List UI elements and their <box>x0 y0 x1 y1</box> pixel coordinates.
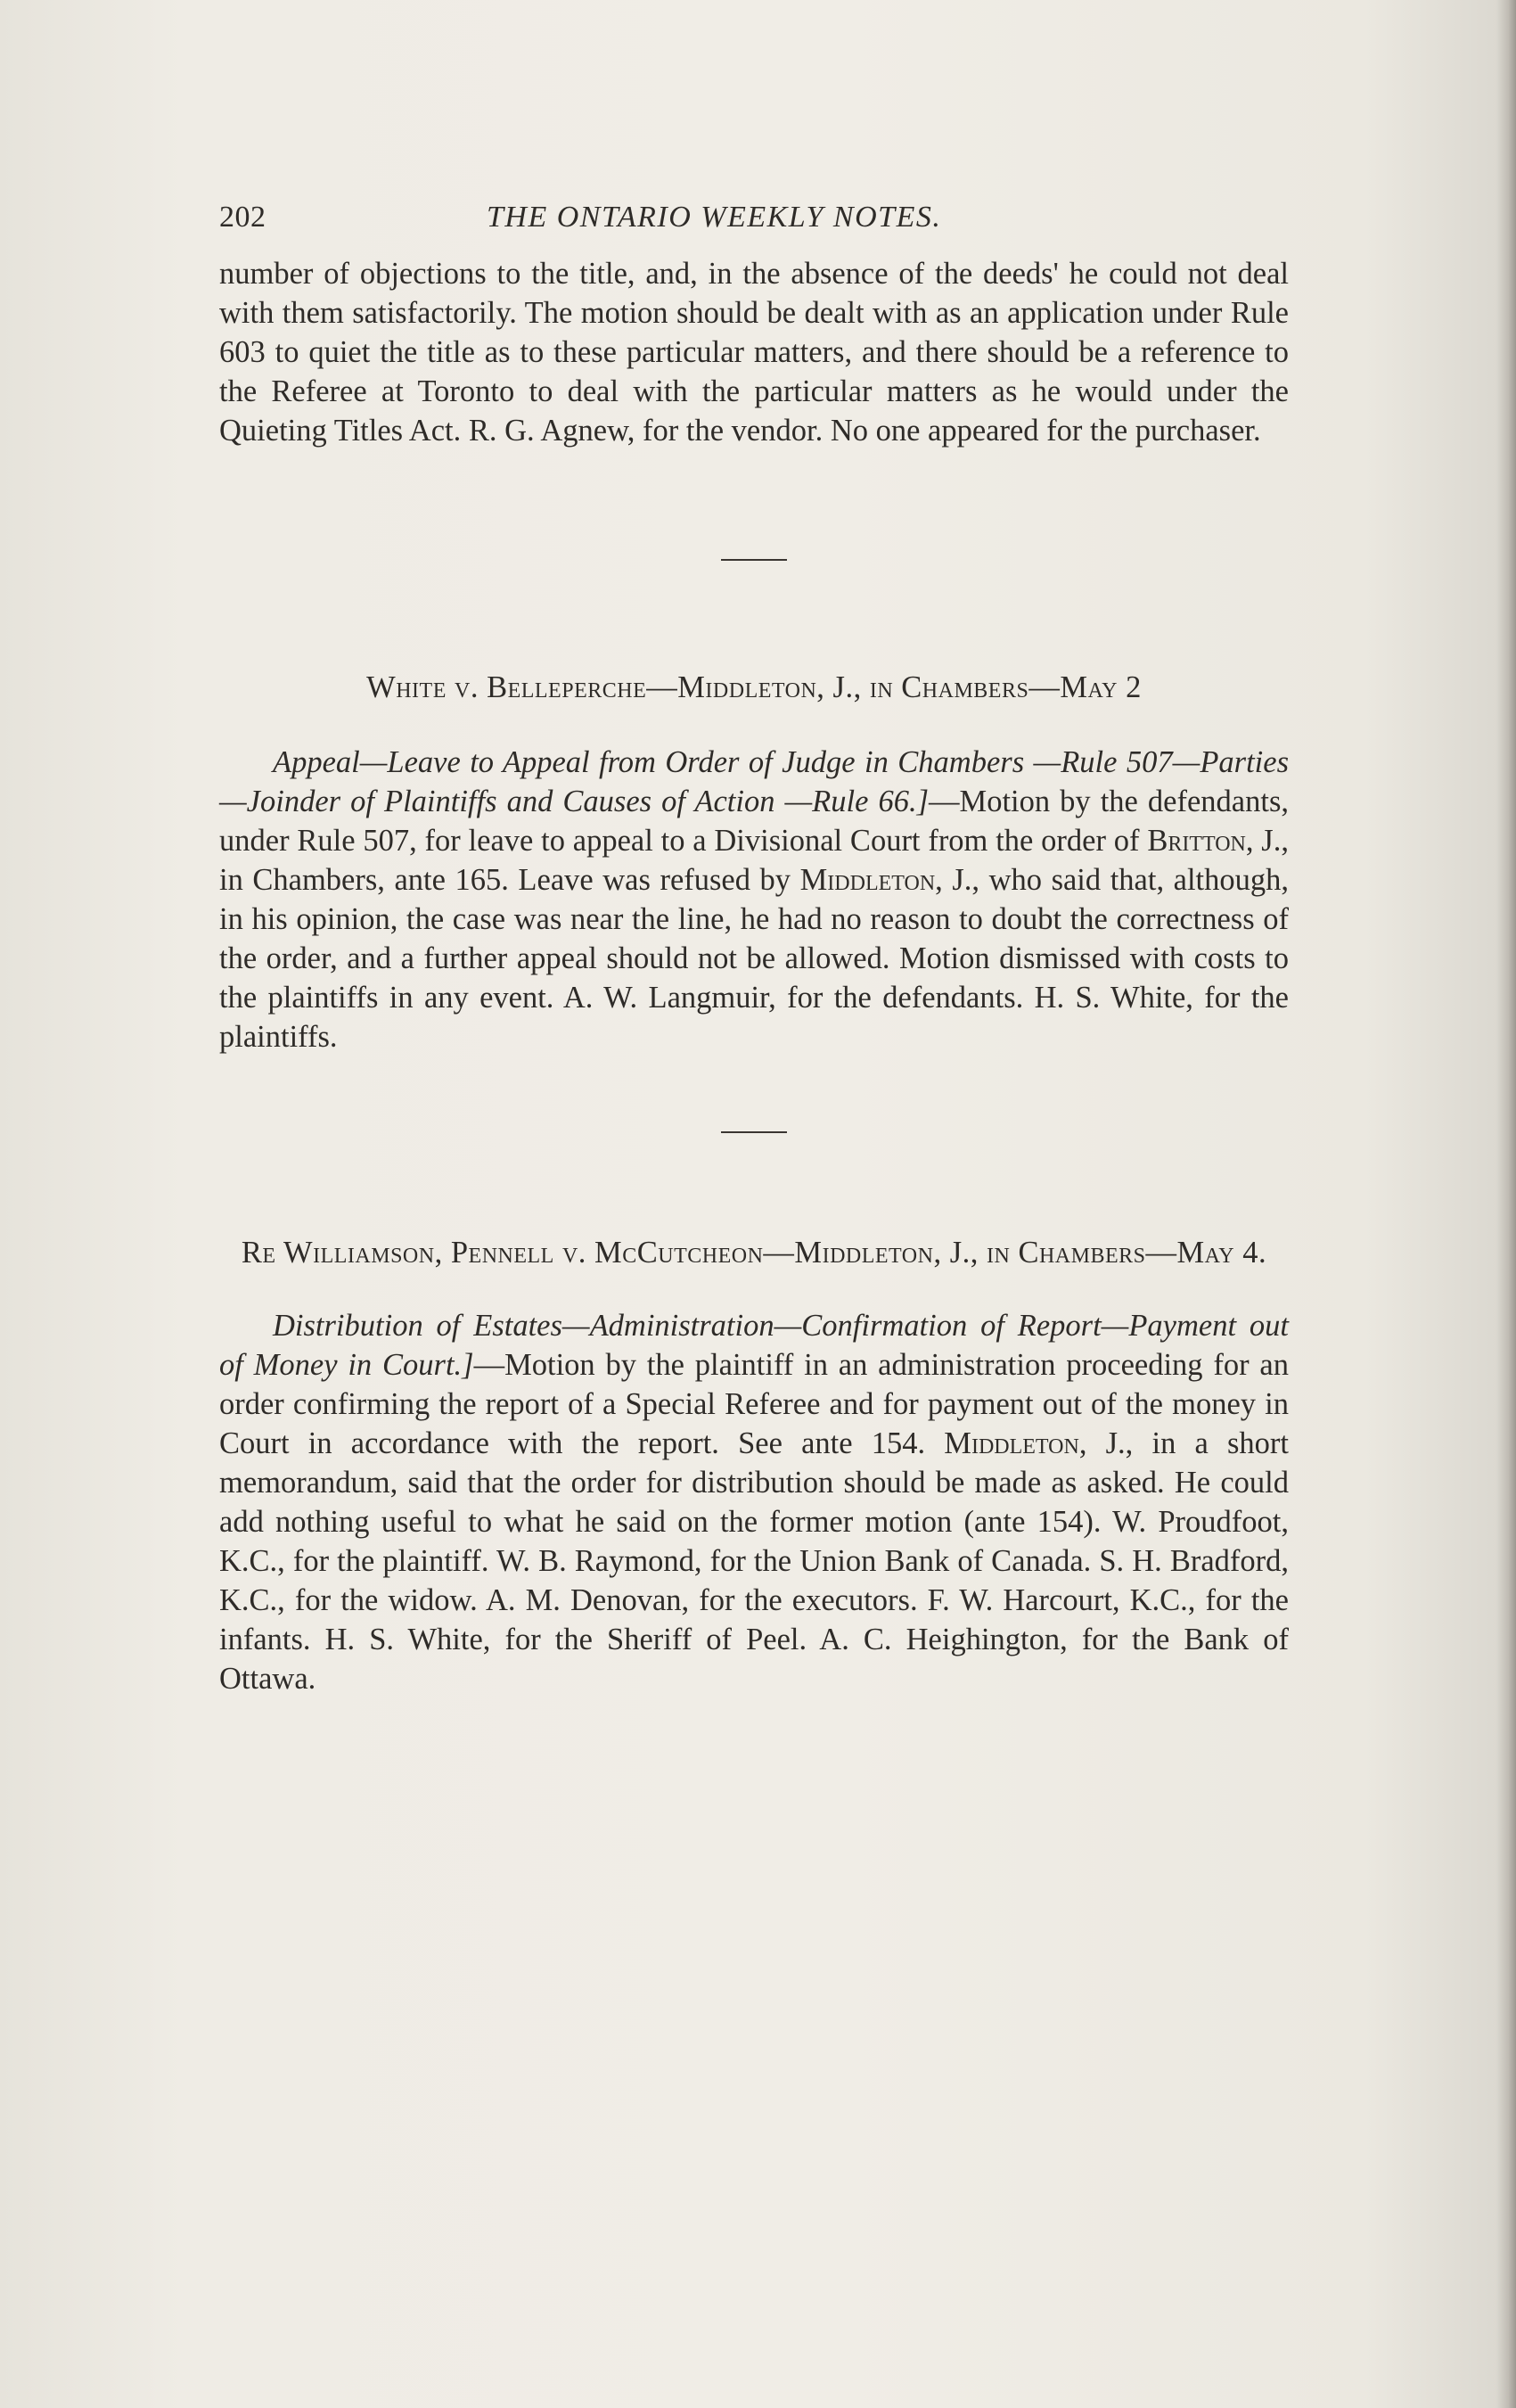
headnote: Appeal—Leave to Appeal from Order of Judge in Chambers —Rule 507—Parties—Joinder of Plaintiffs and Causes of Action —Rule 66.] <box>219 745 1289 818</box>
section-divider <box>721 559 787 561</box>
running-title: THE ONTARIO WEEKLY NOTES. <box>487 201 942 234</box>
judge-name: Middleton <box>799 863 936 897</box>
case-body-white-v-belleperche <box>219 743 1289 1056</box>
case-body-re-williamson <box>219 1306 1289 1698</box>
case-heading-re-williamson: Re Williamson, Pennell v. McCutcheon—Middleton, J., in Chambers—May 4. <box>241 1236 1267 1270</box>
headnote: Distribution of Estates—Administration—Confirmation of Report—Payment out of Money in Court.] <box>219 1309 1289 1382</box>
judge-name: Middleton <box>944 1426 1079 1460</box>
continued-paragraph: number of objections to the title, and, in the absence of the deeds' he could not deal with them satisfactorily. The motion should be dealt with as an application under Rule 603 to quiet the title as to these particular matters, and there should be a reference to the Referee at Toronto to deal with the particular matters as he would under the Quieting Titles Act. R. G. Agnew, for the vendor. No one appeared for the purchaser. <box>219 257 1289 448</box>
page-edge-shadow <box>1496 0 1516 2408</box>
case-heading-white-v-belleperche: White v. Belleperche—Middleton, J., in Chambers—May 2 <box>366 670 1142 704</box>
page-number: 202 <box>219 201 266 234</box>
running-head <box>219 201 1289 254</box>
section-divider <box>721 1131 787 1133</box>
case-text: , J., in Chambers, ante 165. Leave was refused by <box>219 824 1289 897</box>
case-text: —Motion by the defendants, under Rule 507, for leave to appeal to a Divisional Court from the order of <box>219 785 1289 858</box>
case-text: , J., in a short memorandum, said that the order for distribution should be made as asked. He could add nothing useful to what he said on the former motion (ante 154). W. Proudfoot, K.C., for the plaintiff. W. B. Raymond, for the Union Bank of Canada. S. H. Bradford, K.C., for the widow. A. M. Denovan, for the executors. F. W. Harcourt, K.C., for the infants. H. S. White, for the Sheriff of Peel. A. C. Heighington, for the Bank of Ottawa. <box>219 1426 1289 1696</box>
case-text: , J., who said that, although, in his opinion, the case was near the line, he had no reason to doubt the correctness of the order, and a further appeal should not be allowed. Motion dismissed with costs to the plaintiffs in any event. A. W. Langmuir, for the defendants. H. S. White, for the plaintiffs. <box>219 863 1289 1054</box>
page-content <box>219 201 1289 1698</box>
judge-name: Britton <box>1147 824 1246 858</box>
case-text: —Motion by the plaintiff in an administration proceeding for an order confirming the report of a Special Referee and for payment out of the money in Court in accordance with the report. See ante 154. <box>219 1348 1289 1460</box>
